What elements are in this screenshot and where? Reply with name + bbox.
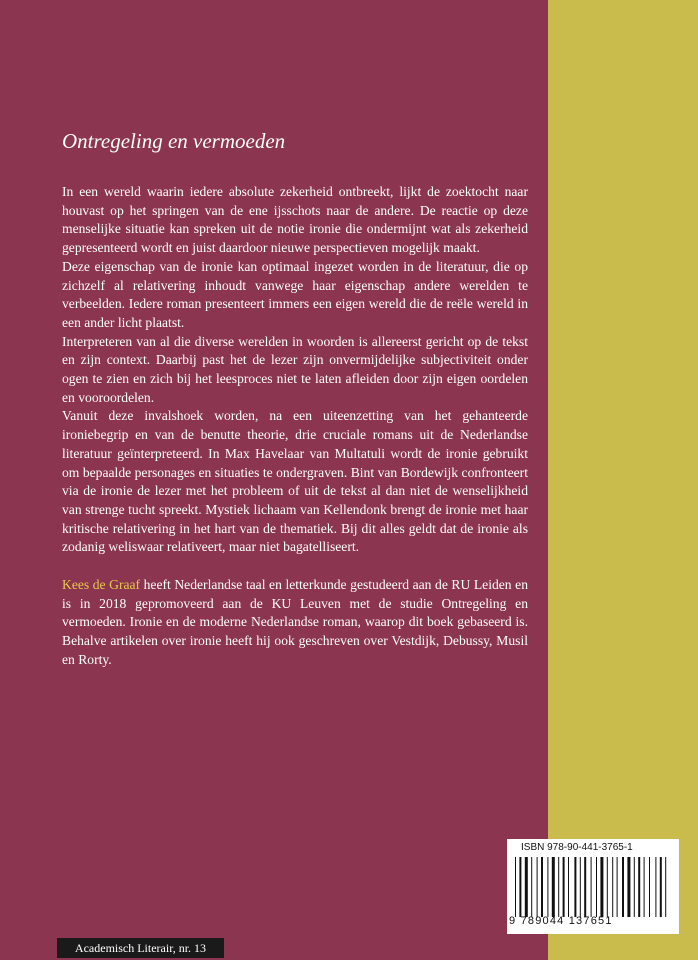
book-title: Ontregeling en vermoeden — [62, 129, 286, 153]
author-name: Kees de Graaf — [62, 577, 141, 593]
cover-side-strip — [548, 0, 698, 960]
isbn-barcode — [507, 839, 679, 934]
isbn-label: ISBN 978-90-441-3765-1 — [521, 842, 633, 853]
barcode-digits: 9 789044 137651 — [509, 915, 613, 927]
blurb-paragraph: Deze eigenschap van de ironie kan optimaal ingezet worden in de literatuur, die op zichzelf al relativering inhoudt vanwege haar eigenschap andere werelden te verbeelden. Iedere roman presenteert immers een eigen wereld die de reële wereld in een ander licht plaatst. — [62, 258, 528, 330]
blurb-paragraph: Vanuit deze invalshoek worden, na een uiteenzetting van het gehanteerde ironiebegrip en van de benutte theorie, drie cruciale romans uit de Nederlandse literatuur geïnterpreteerd. In Max Havelaar van Multatuli wordt de ironie gebruikt om bepaalde personages en situaties te ondergraven. Bint van Bordewijk confronteert via de ironie de lezer met het probleem of uit de tekst al dan niet de wenselijkheid van strenge tucht spreekt. Mystiek lichaam van Kellendonk brengt de ironie met haar kritische relativering in het hart van de thematiek. Bij dit alles geldt dat de ironie als zodanig weliswaar relativeert, maar niet bagatelliseert. — [62, 408, 528, 555]
barcode-bars — [515, 857, 671, 917]
blurb-paragraph: In een wereld waarin iedere absolute zekerheid ontbreekt, lijkt de zoektocht naar houvast op het springen van de ene ijsschots naar de andere. De reactie op deze menselijke situatie kan spreken uit de notie ironie die ondermijnt wat als zekerheid gepresenteerd wordt en juist daardoor nieuwe perspectieven mogelijk maakt. — [62, 184, 528, 256]
blurb-paragraph: Interpreteren van al die diverse werelden in woorden is allereerst gericht op de tekst en zijn context. Daarbij past het de lezer zijn onvermijdelijke subjectiviteit onder ogen te zien en zich bij het leesproces niet te laten afleiden door zijn eigen oordelen en vooroordelen. — [62, 333, 528, 405]
blurb-text — [62, 183, 528, 670]
series-label: Academisch Literair, nr. 13 — [57, 938, 224, 958]
author-bio — [62, 576, 528, 670]
author-bio-text: heeft Nederlandse taal en letterkunde gestudeerd aan de RU Leiden en is in 2018 gepromoveerd aan de KU Leuven met de studie Ontregeling en vermoeden. Ironie en de moderne Nederlandse roman, waarop dit boek gebaseerd is. Behalve artikelen over ironie heeft hij ook geschreven over Vestdijk, Debussy, Musil en Rorty. — [62, 577, 528, 667]
